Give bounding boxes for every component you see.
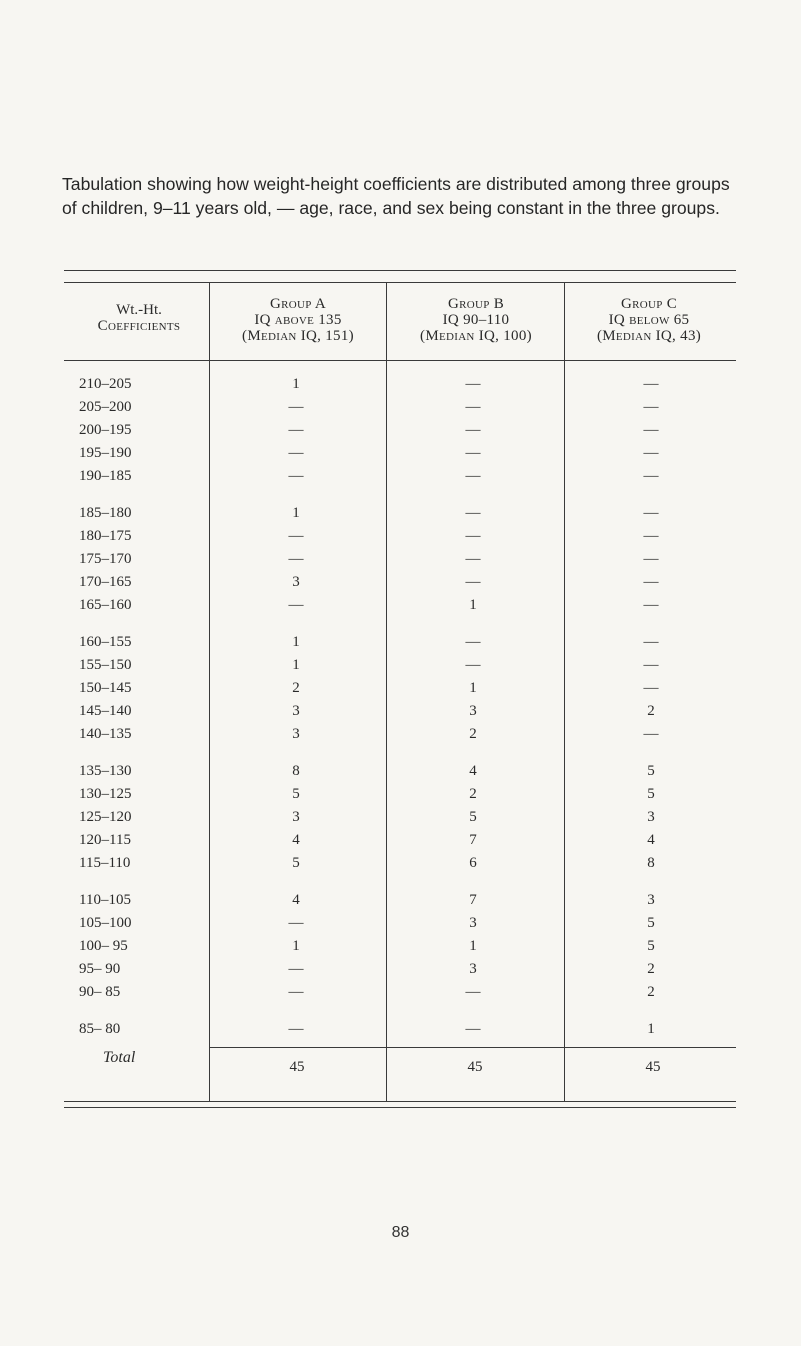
group-b-cell: 3 [469, 961, 477, 977]
bottom-rule [64, 1101, 736, 1102]
group-c-cell: — [643, 726, 659, 742]
coefficient-range-cell: 205–200 [79, 399, 132, 415]
total-group-a: 45 [289, 1059, 305, 1075]
group-a-cell: 1 [292, 657, 300, 673]
group-a-cell: 1 [292, 938, 300, 954]
group-c-cell: — [643, 399, 659, 415]
group-c-cell: — [643, 468, 659, 484]
group-a-cell: — [288, 597, 304, 613]
table-row [64, 571, 736, 594]
table-row [64, 852, 736, 875]
coefficient-range-cell: 180–175 [79, 528, 132, 544]
coefficient-range-cell: 90– 85 [79, 984, 121, 1000]
coefficient-range-cell: 125–120 [79, 809, 132, 825]
total-group-c: 45 [645, 1059, 661, 1075]
group-b-cell: 3 [469, 703, 477, 719]
coefficient-range-cell: 135–130 [79, 763, 132, 779]
table-row [64, 912, 736, 935]
group-b-cell: 2 [469, 726, 477, 742]
coefficient-range-cell: 115–110 [79, 855, 131, 871]
coefficient-range-cell: 130–125 [79, 786, 132, 802]
coefficient-range-cell: 200–195 [79, 422, 132, 438]
group-b-cell: 7 [469, 832, 477, 848]
coefficient-range-cell: 190–185 [79, 468, 132, 484]
group-a-cell: 1 [292, 505, 300, 521]
table-caption: Tabulation showing how weight-height coefficients are distributed among three groups of children, 9–11 years old, — age, race, and sex being constant in the three groups. [62, 174, 730, 218]
group-a-cell: — [288, 915, 304, 931]
group-b-cell: — [465, 634, 481, 650]
group-a-cell: 3 [292, 726, 300, 742]
group-a-cell: 5 [292, 786, 300, 802]
group-c-cell: — [643, 376, 659, 392]
group-a-cell: 3 [292, 809, 300, 825]
group-c-cell: 2 [647, 703, 655, 719]
group-b-cell: — [465, 399, 481, 415]
table-row [64, 548, 736, 571]
table-row [64, 723, 736, 746]
group-a-cell: 1 [292, 376, 300, 392]
group-c-cell: 4 [647, 832, 655, 848]
header-group-a [210, 296, 386, 344]
header-coef-line2: Coefficients [97, 318, 181, 334]
group-b-cell: — [465, 1021, 481, 1037]
group-a-cell: — [288, 422, 304, 438]
table-row [64, 935, 736, 958]
coefficient-range-cell: 150–145 [79, 680, 132, 696]
table-row [64, 760, 736, 783]
group-a-cell: — [288, 528, 304, 544]
group-c-cell: — [643, 680, 659, 696]
group-b-cell: 5 [469, 809, 477, 825]
group-c-cell: 5 [647, 786, 655, 802]
coefficient-range-cell: 85– 80 [79, 1021, 121, 1037]
table-row [64, 502, 736, 525]
header-coef-line1: Wt.-Ht. [116, 302, 162, 318]
table-row [64, 806, 736, 829]
group-c-cell: 5 [647, 915, 655, 931]
table-row [64, 1018, 736, 1041]
table-row [64, 419, 736, 442]
coefficient-range-cell: 195–190 [79, 445, 132, 461]
group-a-cell: — [288, 984, 304, 1000]
group-b-cell: — [465, 468, 481, 484]
group-c-cell: — [643, 574, 659, 590]
coefficient-range-cell: 140–135 [79, 726, 132, 742]
group-a-cell: 1 [292, 634, 300, 650]
group-b-cell: 1 [469, 597, 477, 613]
header-group-c-title: Group C [620, 296, 678, 312]
group-a-cell: — [288, 551, 304, 567]
page-number: 88 [391, 1224, 410, 1241]
group-a-cell: 3 [292, 703, 300, 719]
group-b-cell: 7 [469, 892, 477, 908]
table-row [64, 654, 736, 677]
table-row [64, 465, 736, 488]
table-row [64, 958, 736, 981]
group-b-cell: — [465, 376, 481, 392]
group-b-cell: — [465, 657, 481, 673]
header-rule [64, 360, 736, 361]
coefficient-range-cell: 160–155 [79, 634, 132, 650]
table-row [64, 783, 736, 806]
coefficient-range-cell: 120–115 [79, 832, 131, 848]
header-group-c-median: (Median IQ, 43) [596, 328, 702, 344]
group-c-cell: 8 [647, 855, 655, 871]
group-a-cell: 4 [292, 892, 300, 908]
coefficient-range-cell: 170–165 [79, 574, 132, 590]
group-b-cell: 3 [469, 915, 477, 931]
group-b-cell: 2 [469, 786, 477, 802]
group-b-cell: — [465, 551, 481, 567]
group-a-cell: 2 [292, 680, 300, 696]
group-a-cell: — [288, 399, 304, 415]
table-row [64, 396, 736, 419]
group-b-cell: 1 [469, 680, 477, 696]
header-group-a-range: IQ above 135 [254, 312, 342, 328]
header-group-a-median: (Median IQ, 151) [242, 328, 354, 344]
table-row [64, 631, 736, 654]
group-c-cell: — [643, 505, 659, 521]
header-group-b-title: Group B [447, 296, 505, 312]
group-c-cell: — [643, 551, 659, 567]
total-group-b: 45 [467, 1059, 483, 1075]
coefficient-range-cell: 95– 90 [79, 961, 121, 977]
coefficient-range-cell: 145–140 [79, 703, 132, 719]
top-rule [64, 270, 736, 271]
coefficient-range-cell: 210–205 [79, 376, 132, 392]
coefficient-range-cell: 100– 95 [79, 938, 128, 954]
group-a-cell: 8 [292, 763, 300, 779]
group-c-cell: 1 [647, 1021, 655, 1037]
total-label: Total [103, 1049, 136, 1066]
group-b-cell: — [465, 984, 481, 1000]
group-a-cell: — [288, 468, 304, 484]
group-c-cell: 5 [647, 938, 655, 954]
group-a-cell: — [288, 445, 304, 461]
group-c-cell: — [643, 528, 659, 544]
total-rule [209, 1047, 736, 1048]
group-c-cell: — [643, 657, 659, 673]
header-group-b-median: (Median IQ, 100) [420, 328, 532, 344]
group-b-cell: — [465, 528, 481, 544]
group-b-cell: 6 [469, 855, 477, 871]
group-a-cell: — [288, 1021, 304, 1037]
group-c-cell: — [643, 422, 659, 438]
coefficient-range-cell: 110–105 [79, 892, 131, 908]
group-a-cell: — [288, 961, 304, 977]
coefficient-range-cell: 155–150 [79, 657, 132, 673]
coefficient-range-cell: 105–100 [79, 915, 132, 931]
group-a-cell: 5 [292, 855, 300, 871]
group-a-cell: 4 [292, 832, 300, 848]
top-rule-2 [64, 282, 736, 283]
group-b-cell: — [465, 505, 481, 521]
bottom-rule-2 [64, 1107, 736, 1108]
group-b-cell: 1 [469, 938, 477, 954]
table-row [64, 442, 736, 465]
header-group-b-range: IQ 90–110 [442, 312, 510, 328]
group-b-cell: — [465, 445, 481, 461]
table-row [64, 525, 736, 548]
group-b-cell: 4 [469, 763, 477, 779]
group-c-cell: 3 [647, 892, 655, 908]
header-coefficients [70, 302, 208, 334]
table-row [64, 700, 736, 723]
group-c-cell: 5 [647, 763, 655, 779]
table-row [64, 981, 736, 1004]
group-c-cell: — [643, 445, 659, 461]
coefficient-range-cell: 175–170 [79, 551, 132, 567]
header-group-a-title: Group A [269, 296, 327, 312]
group-c-cell: — [643, 634, 659, 650]
group-c-cell: — [643, 597, 659, 613]
coefficient-range-cell: 165–160 [79, 597, 132, 613]
table-row [64, 889, 736, 912]
coefficient-range-cell: 185–180 [79, 505, 132, 521]
table-row [64, 829, 736, 852]
header-group-c-range: IQ below 65 [608, 312, 690, 328]
table-row [64, 594, 736, 617]
header-group-b [388, 296, 564, 344]
group-c-cell: 2 [647, 961, 655, 977]
table-row [64, 677, 736, 700]
group-b-cell: — [465, 422, 481, 438]
group-b-cell: — [465, 574, 481, 590]
table-row [64, 373, 736, 396]
group-c-cell: 2 [647, 984, 655, 1000]
header-group-c [566, 296, 732, 344]
group-a-cell: 3 [292, 574, 300, 590]
group-c-cell: 3 [647, 809, 655, 825]
